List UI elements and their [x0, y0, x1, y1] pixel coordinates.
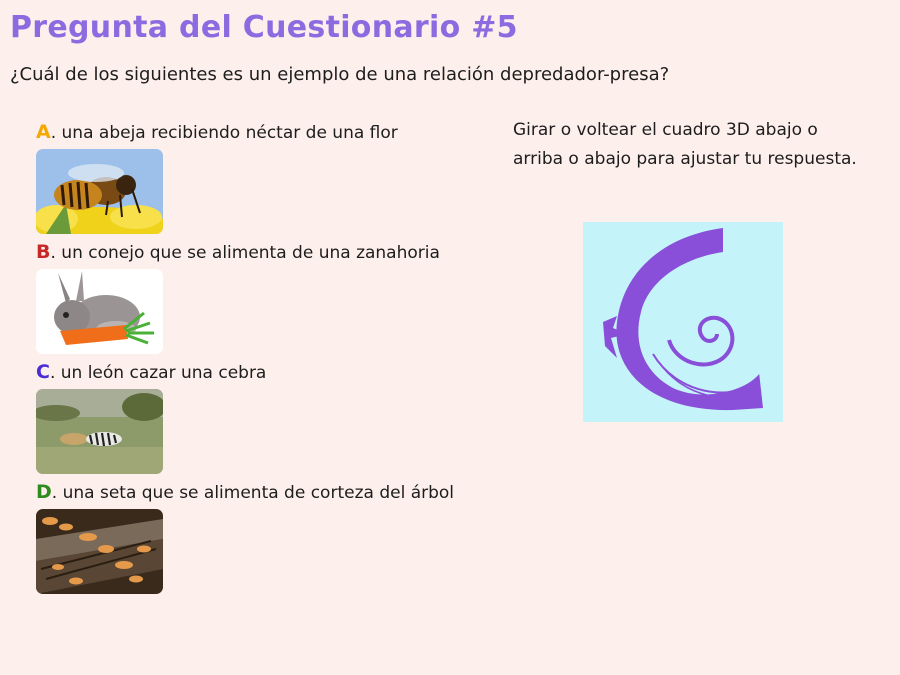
option-d-label[interactable] [36, 478, 456, 507]
option-letter: C [36, 361, 50, 383]
option-a[interactable] [36, 118, 456, 234]
option-text: . una seta que se alimenta de corteza del árbol [51, 483, 455, 503]
bee-on-flower-image [36, 149, 163, 234]
answer-options [36, 118, 456, 598]
option-a-label[interactable] [36, 118, 456, 147]
swirl-logo-icon [583, 222, 783, 422]
instructions-text: Girar o voltear el cuadro 3D abajo o arriba o abajo para ajustar tu respuesta. [513, 120, 857, 169]
option-d[interactable] [36, 478, 456, 594]
question-text: ¿Cuál de los siguientes es un ejemplo de una relación depredador-presa? [10, 64, 670, 85]
option-c-label[interactable] [36, 358, 456, 387]
option-text: . un conejo que se alimenta de una zanahoria [50, 243, 440, 263]
option-text: . un león cazar una cebra [49, 363, 267, 383]
option-text: . una abeja recibiendo néctar de una flor [50, 123, 398, 143]
3d-cube-answer-selector[interactable] [583, 222, 783, 422]
option-letter: D [36, 481, 52, 503]
option-letter: B [36, 241, 51, 263]
lion-and-zebra-image [36, 389, 163, 474]
mushrooms-on-bark-image [36, 509, 163, 594]
page-title: Pregunta del Cuestionario #5 [10, 10, 518, 45]
option-letter: A [36, 121, 51, 143]
rabbit-with-carrot-image [36, 269, 163, 354]
option-b[interactable] [36, 238, 456, 354]
option-b-label[interactable] [36, 238, 456, 267]
option-c[interactable] [36, 358, 456, 474]
